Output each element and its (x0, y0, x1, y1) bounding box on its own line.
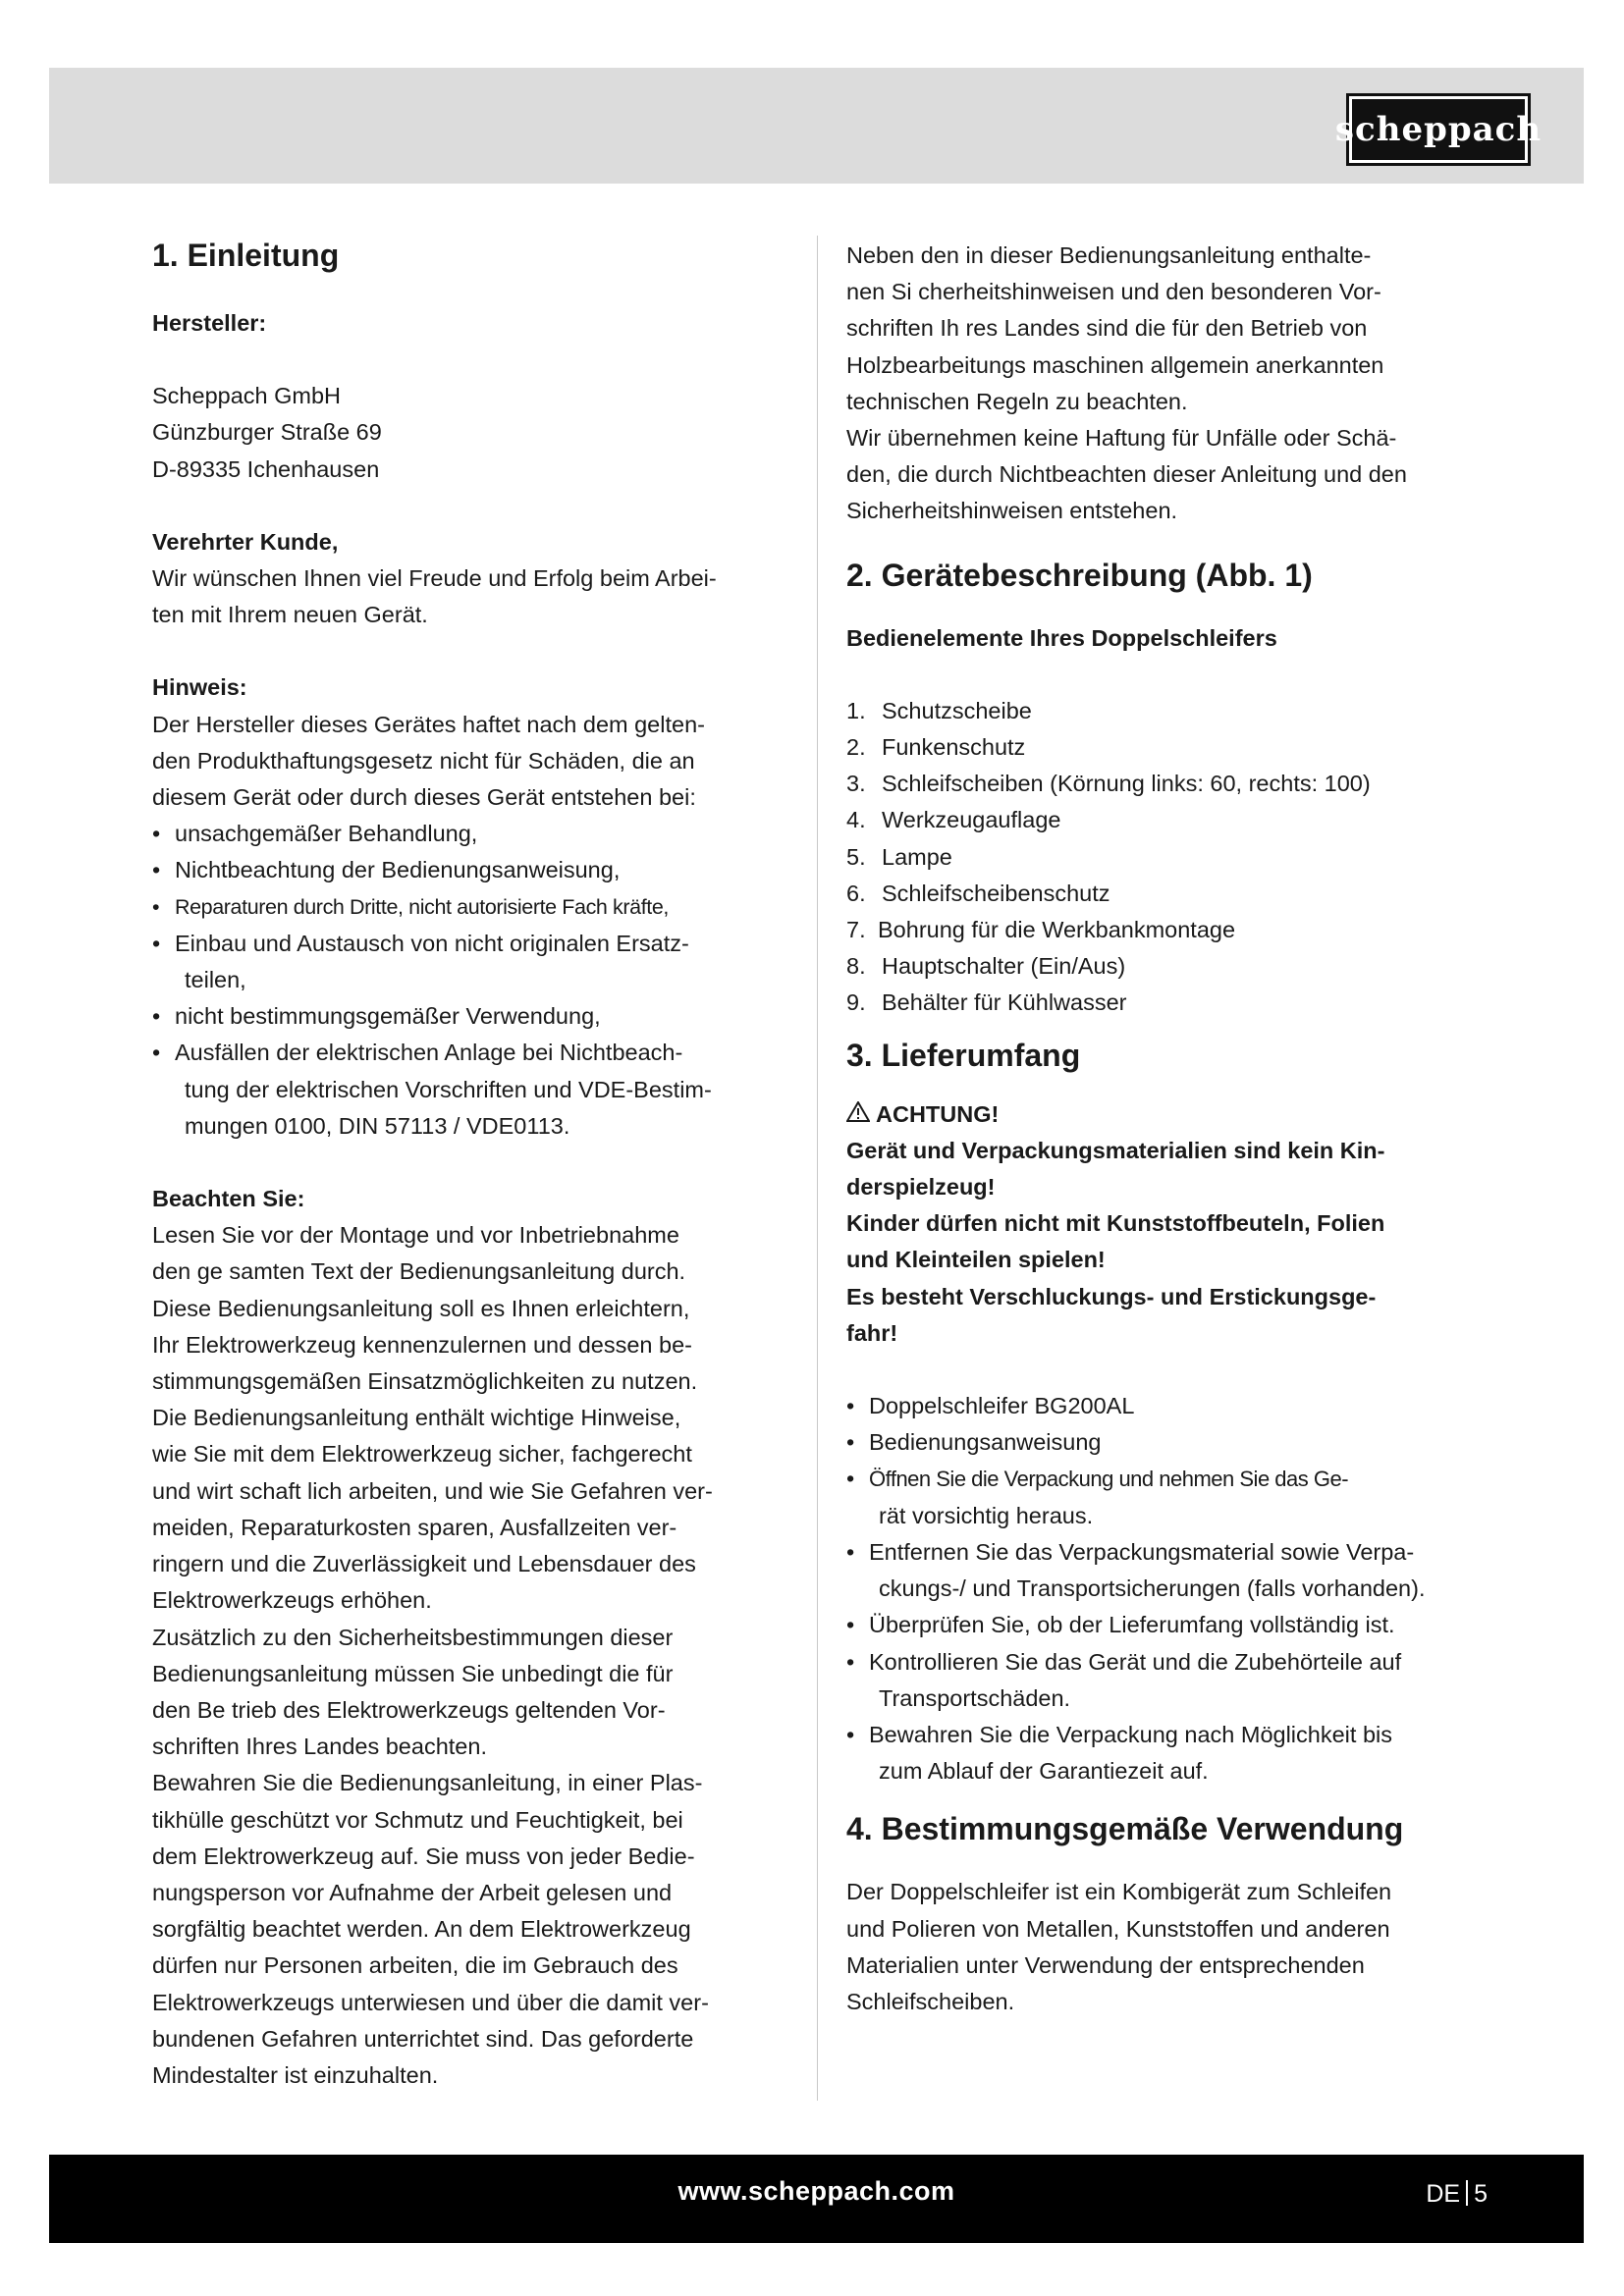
text-line: Holzbearbeitungs maschinen allgemein anerkannten (846, 351, 1384, 378)
text-line: Elektrowerkzeugs unterwiesen und über die damit ver- (152, 1989, 709, 2015)
note-line: den Produkthaftungsgesetz nicht für Schäden, die an (152, 747, 695, 774)
list-item: 7. Bohrung für die Werkbankmontage (846, 917, 1236, 943)
intro-paragraph (846, 238, 1502, 530)
text-line: ringern und die Zuverlässigkeit und Lebensdauer des (152, 1551, 696, 1577)
note-line: diesem Gerät oder durch dieses Gerät entstehen bei: (152, 784, 696, 811)
text-line: schriften Ihres Landes beachten. (152, 1734, 487, 1760)
list-item: 4. Werkzeugauflage (846, 807, 1061, 833)
text-line: Mindestalter ist einzuhalten. (152, 2061, 439, 2088)
list-item: 1. Schutzscheibe (846, 697, 1032, 723)
text-line: meiden, Reparaturkosten sparen, Ausfallzeiten ver- (152, 1514, 677, 1540)
left-column (152, 236, 790, 2094)
text-line: Lesen Sie vor der Montage und vor Inbetriebnahme (152, 1222, 679, 1249)
section-title-delivery: 3. Lieferumfang (846, 1037, 1081, 1073)
address-line: Scheppach GmbH (152, 383, 342, 409)
warning-line: derspielzeug! (846, 1174, 996, 1201)
text-line: Sicherheitshinweisen entstehen. (846, 498, 1178, 524)
website-link[interactable]: www.scheppach.com (677, 2176, 955, 2206)
controls-label: Bedienelemente Ihres Doppelschleifers (846, 624, 1277, 651)
section-title-description: 2. Gerätebeschreibung (Abb. 1) (846, 557, 1313, 593)
dear-customer-line: ten mit Ihrem neuen Gerät. (152, 602, 428, 628)
note-label: Hinweis: (152, 674, 247, 701)
note-line: Der Hersteller dieses Gerätes haftet nach dem gelten- (152, 711, 705, 737)
text-line: Neben den in dieser Bedienungsanleitung enthalte- (846, 242, 1372, 268)
list-item: • Nichtbeachtung der Bedienungsanweisung, (152, 852, 790, 888)
text-line: sorgfältig beachtet werden. An dem Elektrowerkzeug (152, 1916, 691, 1943)
text-line: Der Doppelschleifer ist ein Kombigerät zum Schleifen (846, 1879, 1392, 1905)
observe-paragraph (152, 1217, 790, 2094)
warning-triangle-icon (846, 1096, 870, 1133)
list-item: 6. Schleifscheibenschutz (846, 880, 1110, 906)
list-item: • Überprüfen Sie, ob der Lieferumfang vollständig ist. (846, 1607, 1502, 1643)
manufacturer-address (152, 378, 790, 488)
text-line: bundenen Gefahren unterrichtet sind. Das geforderte (152, 2025, 694, 2052)
text-line: schriften Ih res Landes sind die für den Betrieb von (846, 315, 1368, 342)
text-line: tikhülle geschützt vor Schmutz und Feuchtigkeit, bei (152, 1806, 683, 1833)
warning-line: Gerät und Verpackungsmaterialien sind kein Kin- (846, 1137, 1385, 1163)
warning-line: und Kleinteilen spielen! (846, 1247, 1106, 1273)
text-line: Ihr Elektrowerkzeug kennenzulernen und dessen be- (152, 1331, 692, 1358)
list-item: 9. Behälter für Kühlwasser (846, 989, 1127, 1016)
text-line: dürfen nur Personen arbeiten, die im Gebrauch des (152, 1952, 678, 1979)
dear-customer-label: Verehrter Kunde, (152, 528, 339, 555)
text-line: und wirt schaft lich arbeiten, und wie Sie Gefahren ver- (152, 1477, 713, 1504)
page-number: 5 (1474, 2180, 1488, 2208)
language-code: DE (1426, 2180, 1461, 2208)
list-item: 8. Hauptschalter (Ein/Aus) (846, 953, 1126, 980)
list-item: 5. Lampe (846, 843, 952, 870)
text-line: Wir übernehmen keine Haftung für Unfälle oder Schä- (846, 425, 1397, 452)
text-line: Diese Bedienungsanleitung soll es Ihnen erleichtern, (152, 1295, 690, 1321)
text-line: den ge samten Text der Bedienungsanleitung durch. (152, 1258, 686, 1285)
list-item: • Entfernen Sie das Verpackungsmaterial sowie Verpa- ckungs-/ und Transportsicherungen (falls vorhanden). (846, 1534, 1502, 1607)
list-item: • Reparaturen durch Dritte, nicht autorisierte Fach kräfte, (152, 889, 790, 926)
list-item: • unsachgemäßer Behandlung, (152, 816, 790, 852)
list-item: • nicht bestimmungsgemäßer Verwendung, (152, 998, 790, 1035)
text-line: technischen Regeln zu beachten. (846, 388, 1188, 414)
text-line: nen Si cherheitshinweisen und den besonderen Vor- (846, 279, 1381, 305)
scheppach-logo: scheppach (1346, 93, 1531, 166)
section-title-intended-use: 4. Bestimmungsgemäße Verwendung (846, 1811, 1404, 1847)
text-line: nungsperson vor Aufnahme der Arbeit gelesen und (152, 1879, 673, 1905)
liability-list (152, 816, 790, 1145)
address-line: D-89335 Ichenhausen (152, 455, 380, 482)
text-line: Bedienungsanleitung müssen Sie unbedingt die für (152, 1660, 674, 1686)
text-line: Elektrowerkzeugs erhöhen. (152, 1587, 432, 1614)
list-item: • Öffnen Sie die Verpackung und nehmen Sie das Ge- rät vorsichtig heraus. (846, 1461, 1502, 1533)
address-line: Günzburger Straße 69 (152, 419, 382, 446)
warning-block (846, 1096, 1502, 1352)
text-line: Zusätzlich zu den Sicherheitsbestimmungen dieser (152, 1624, 674, 1650)
column-divider (817, 236, 818, 2101)
intended-use-paragraph (846, 1874, 1502, 2020)
text-line: Bewahren Sie die Bedienungsanleitung, in einer Plas- (152, 1770, 703, 1796)
list-item: • Einbau und Austausch von nicht originalen Ersatz- teilen, (152, 926, 790, 998)
manufacturer-label: Hersteller: (152, 310, 267, 336)
text-line: wie Sie mit dem Elektrowerkzeug sicher, fachgerecht (152, 1441, 692, 1468)
list-item: • Ausfällen der elektrischen Anlage bei Nichtbeach- tung der elektrischen Vorschriften und VDE-Bestim- mungen 0100, DIN 57113 / VDE0113. (152, 1035, 790, 1145)
list-item: • Bedienungsanweisung (846, 1424, 1502, 1461)
text-line: Schleifscheiben. (846, 1988, 1015, 2014)
list-item: 2. Funkenschutz (846, 734, 1026, 761)
page-indicator (1426, 2180, 1488, 2209)
list-item: 3. Schleifscheiben (Körnung links: 60, rechts: 100) (846, 771, 1371, 797)
text-line: Materialien unter Verwendung der entsprechenden (846, 1951, 1365, 1978)
delivery-list (846, 1388, 1502, 1789)
list-item: • Bewahren Sie die Verpackung nach Möglichkeit bis zum Ablauf der Garantiezeit auf. (846, 1717, 1502, 1789)
warning-line: Kinder dürfen nicht mit Kunststoffbeuteln, Folien (846, 1210, 1385, 1237)
section-title-introduction: 1. Einleitung (152, 238, 340, 273)
text-line: den Be trieb des Elektrowerkzeugs geltenden Vor- (152, 1696, 666, 1723)
warning-line: fahr! (846, 1319, 898, 1346)
footer-band (49, 2155, 1584, 2243)
list-item: • Doppelschleifer BG200AL (846, 1388, 1502, 1424)
dear-customer-line: Wir wünschen Ihnen viel Freude und Erfolg beim Arbei- (152, 565, 717, 592)
text-line: dem Elektrowerkzeug auf. Sie muss von jeder Bedie- (152, 1842, 695, 1869)
warning-line: Es besteht Verschluckungs- und Erstickungsge- (846, 1283, 1377, 1309)
header-band (49, 68, 1584, 184)
right-column (846, 236, 1502, 2020)
controls-list (846, 693, 1502, 1022)
warning-heading: ACHTUNG! (876, 1100, 1000, 1127)
text-line: und Polieren von Metallen, Kunststoffen und anderen (846, 1915, 1390, 1942)
list-item: • Kontrollieren Sie das Gerät und die Zubehörteile auf Transportschäden. (846, 1644, 1502, 1717)
text-line: Die Bedienungsanleitung enthält wichtige Hinweise, (152, 1405, 681, 1431)
observe-label: Beachten Sie: (152, 1186, 305, 1212)
text-line: stimmungsgemäßen Einsatzmöglichkeiten zu nutzen. (152, 1368, 698, 1395)
text-line: den, die durch Nichtbeachten dieser Anleitung und den (846, 461, 1407, 488)
